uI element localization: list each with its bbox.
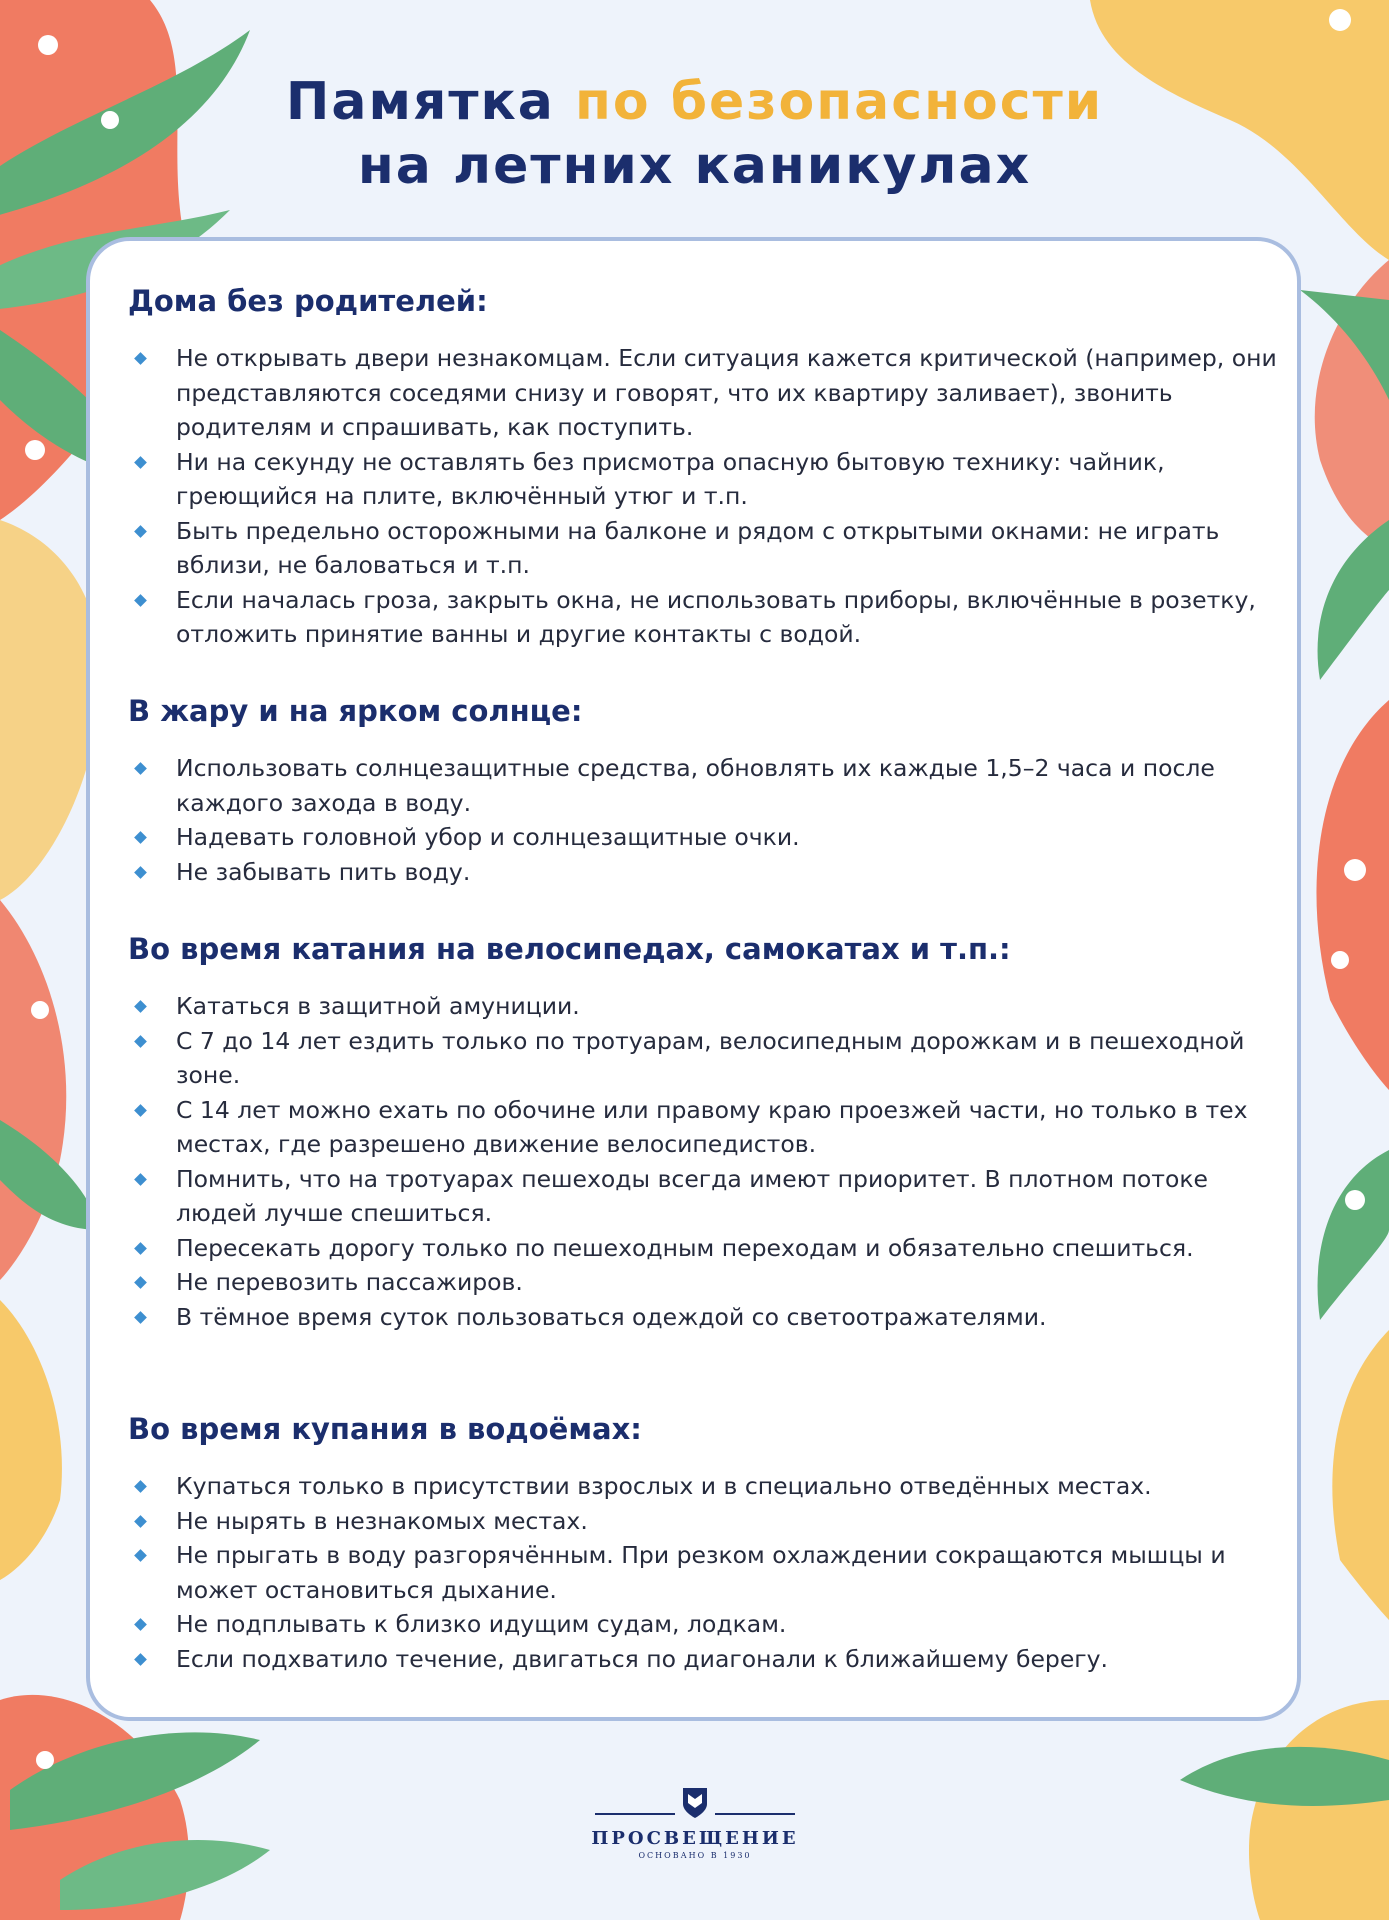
diamond-bullet-icon: [134, 594, 147, 607]
list-item: Быть предельно осторожными на балконе и рядом с открытыми окнами: не играть вблизи, не баловаться и т.п.: [128, 514, 1278, 583]
publisher-name: ПРОСВЕЩЕНИЕ: [591, 1828, 799, 1849]
publisher-since: ОСНОВАНО В 1930: [638, 1851, 752, 1860]
list-item: Кататься в защитной амуниции.: [128, 989, 1278, 1024]
diamond-bullet-icon: [134, 1000, 147, 1013]
section-swimming: [128, 1409, 1278, 1676]
shield-icon: [580, 1786, 810, 1820]
section-heading: Во время катания на велосипедах, самокатах и т.п.:: [128, 932, 1011, 966]
diamond-bullet-icon: [134, 1104, 147, 1117]
list-item: Если подхватило течение, двигаться по диагонали к ближайшему берегу.: [128, 1642, 1278, 1677]
title-part1: Памятка: [285, 72, 575, 132]
diamond-bullet-icon: [134, 1480, 147, 1493]
list-item: Не подплывать к близко идущим судам, лодкам.: [128, 1607, 1278, 1642]
diamond-bullet-icon: [134, 762, 147, 775]
list-item: С 14 лет можно ехать по обочине или правому краю проезжей части, но только в тех местах, где разрешено движение велосипедистов.: [128, 1093, 1278, 1162]
title-line2: на летних каникулах: [357, 136, 1032, 196]
section-heading: В жару и на ярком солнце:: [128, 694, 583, 728]
list-item: Не забывать пить воду.: [128, 855, 1278, 890]
list-item: Не прыгать в воду разгорячённым. При резком охлаждении сокращаются мышцы и может остановиться дыхание.: [128, 1538, 1278, 1607]
section-home-alone: [128, 281, 1278, 652]
section-heat-sun: [128, 691, 1278, 889]
content-card: [86, 237, 1301, 1721]
diamond-bullet-icon: [134, 831, 147, 844]
diamond-bullet-icon: [134, 525, 147, 538]
list-item: Не перевозить пассажиров.: [128, 1265, 1278, 1300]
bullet-list: [128, 751, 1278, 889]
list-item: Купаться только в присутствии взрослых и в специально отведённых местах.: [128, 1469, 1278, 1504]
list-item: Пересекать дорогу только по пешеходным переходам и обязательно спешиться.: [128, 1231, 1278, 1266]
diamond-bullet-icon: [134, 1311, 147, 1324]
diamond-bullet-icon: [134, 1242, 147, 1255]
list-item: Использовать солнцезащитные средства, обновлять их каждые 1,5–2 часа и после каждого захода в воду.: [128, 751, 1278, 820]
publisher-logo: [580, 1786, 810, 1860]
diamond-bullet-icon: [134, 1549, 147, 1562]
page-title: [0, 70, 1389, 198]
diamond-bullet-icon: [134, 1653, 147, 1666]
list-item: Надевать головной убор и солнцезащитные очки.: [128, 820, 1278, 855]
list-item: Не открывать двери незнакомцам. Если ситуация кажется критической (например, они представляются соседями снизу и говорят, что их квартиру заливает), звонить родителям и спрашивать, как поступить.: [128, 341, 1278, 445]
diamond-bullet-icon: [134, 1515, 147, 1528]
title-accent: по безопасности: [574, 72, 1104, 132]
diamond-bullet-icon: [134, 866, 147, 879]
diamond-bullet-icon: [134, 1035, 147, 1048]
list-item: Не нырять в незнакомых местах.: [128, 1504, 1278, 1539]
list-item: С 7 до 14 лет ездить только по тротуарам, велосипедным дорожкам и в пешеходной зоне.: [128, 1024, 1278, 1093]
section-cycling: [128, 929, 1278, 1334]
bullet-list: [128, 989, 1278, 1334]
diamond-bullet-icon: [134, 456, 147, 469]
list-item: Если началась гроза, закрыть окна, не использовать приборы, включённые в розетку, отложить принятие ванны и другие контакты с водой.: [128, 583, 1278, 652]
bullet-list: [128, 1469, 1278, 1676]
section-heading: Дома без родителей:: [128, 284, 488, 318]
list-item: В тёмное время суток пользоваться одеждой со светоотражателями.: [128, 1300, 1278, 1335]
bullet-list: [128, 341, 1278, 652]
section-heading: Во время купания в водоёмах:: [128, 1412, 642, 1446]
list-item: Ни на секунду не оставлять без присмотра опасную бытовую технику: чайник, греющийся на плите, включённый утюг и т.п.: [128, 445, 1278, 514]
diamond-bullet-icon: [134, 1276, 147, 1289]
diamond-bullet-icon: [134, 1618, 147, 1631]
diamond-bullet-icon: [134, 1173, 147, 1186]
diamond-bullet-icon: [134, 352, 147, 365]
list-item: Помнить, что на тротуарах пешеходы всегда имеют приоритет. В плотном потоке людей лучше спешиться.: [128, 1162, 1278, 1231]
